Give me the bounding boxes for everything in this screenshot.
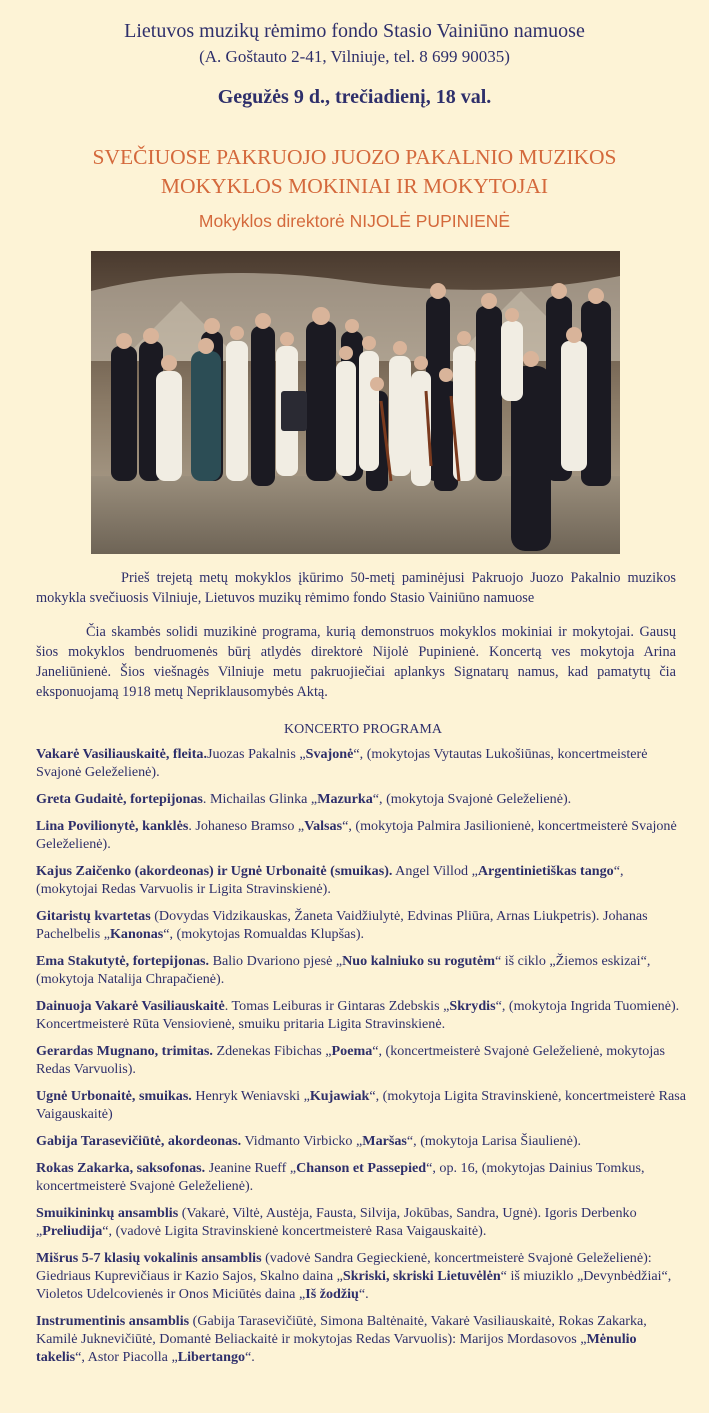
item-text: Jeanine Rueff „ [205,1160,297,1176]
caption-text: Prieš trejetą metų mokyklos įkūrimo 50-metį paminėjusi Pakruojo Juozo Pakalnio muzikos mokykla svečiuosis Vilniuje, Lietuvos muzikų rėmimo fondo Stasio Vainiūno namuose [36,570,676,606]
work-title: Chanson et Passepied [296,1160,427,1176]
item-text: Balio Dvariono pjesė „ [209,953,343,969]
description-text: Čia skambės solidi muzikinė programa, kurią demonstruos mokyklos mokiniai ir mokytojai. Gausų šios mokyklos bendruomenės būrį atlydės direktorė Nijolė Pupinienė. Koncertą ves mokytoja Arina Janeliūnienė. Šios viešnagės Vilniuje metu pakruojiečiai aplankys Signatarų namus, kad pamatytų čia eksponuojamą 1918 metų Nepriklausomybės Aktą. [36,624,676,700]
program-item [36,1204,686,1240]
item-rest: “, (koncertmeisterė Svajonė Geleželienė, mokytojas Redas Varvuolis). [36,1043,665,1077]
event-description [36,622,676,702]
work-title: Skrydis [449,998,496,1014]
item-rest: “, (mokytoja Ligita Stravinskienė, koncertmeisterė Rasa Vaigauskaitė) [36,1088,686,1122]
performer: Lina Povilionytė, kanklės [36,818,189,834]
performer: Ema Stakutytė, fortepijonas. [36,953,210,969]
performer: Gitaristų kvartetas [36,908,151,924]
event-title [0,143,709,201]
item-rest-2: “. [245,1349,255,1365]
work-title: Skriski, skriski Lietuvėlėn [342,1268,501,1284]
item-rest: “, (mokytojas Romualdas Klupšas). [163,926,365,942]
work-title: Poema [331,1043,373,1059]
work-title: Preliudija [42,1223,103,1239]
performer: Instrumentinis ansamblis [36,1313,190,1329]
item-text: (Gabija Tarasevičiūtė, Simona Baltėnaitė, Vakarė Vasiliauskaitė, Rokas Zakarka, Kamilė Juknevičiūtė, Domantė Beliackaitė ir mokytojas Redas Varvuolis): Marijos Mordasovos „ [36,1313,647,1347]
program-item [36,952,686,988]
program-item [36,862,686,898]
performer: Smuikininkų ansamblis [36,1205,179,1221]
work-title: Svajonė [305,746,354,762]
work-title: Nuo kalniuko su rogutėm [342,953,495,969]
program-item [36,907,686,943]
item-text: . Johaneso Bramso „ [188,818,305,834]
work-title: Valsas [304,818,343,834]
group-photo-illustration [91,251,620,554]
event-date: Gegužės 9 d., trečiadienį, 18 val. [217,86,492,108]
title-line-1: SVEČIUOSE PAKRUOJO JUOZO PAKALNIO MUZIKOS [92,145,617,169]
item-text: . Michailas Glinka „ [202,791,318,807]
address-line: (A. Goštauto 2-41, Vilniuje, tel. 8 699 90035) [199,47,510,66]
performer: Dainuoja Vakarė Vasiliauskaitė [36,998,225,1014]
item-rest: “, (vadovė Ligita Stravinskienė koncertmeisterė Rasa Vaigauskaitė). [102,1223,487,1239]
item-rest: “, (mokytoja Ingrida Tuomienė). Koncertmeisterė Rūta Vensiovienė, smuiku pritaria Ligita Stravinskienė. [36,998,680,1032]
work-title: Mazurka [317,791,373,807]
work-title: Kanonas [109,926,164,942]
director-line: Mokyklos direktorė NIJOLĖ PUPINIENĖ [198,211,511,231]
performer: Kajus Zaičenko (akordeonas) ir Ugnė Urbonaitė (smuikas). [36,863,393,879]
work-title: Mėnulio takelis [36,1331,637,1365]
performer: Gerardas Mugnano, trimitas. [36,1043,213,1059]
item-rest: “, op. 16, (mokytojas Dainius Tomkus, koncertmeisterė Svajonė Geleželienė). [36,1160,645,1194]
item-text: (vadovė Sandra Gegieckienė, koncertmeisterė Svajonė Geleželienė): Giedriaus Kuprevičiaus ir Kazio Sajos, Skalno daina „ [36,1250,652,1284]
work-title: Kujawiak [309,1088,370,1104]
work-title: Maršas [362,1133,407,1149]
program-item [36,1159,686,1195]
item-rest: “, (mokytojai Redas Varvuolis ir Ligita Stravinskienė). [36,863,624,897]
item-text: Juozas Pakalnis „ [206,746,306,762]
item-text: (Dovydas Vidzikauskas, Žaneta Vaidžiulytė, Edvinas Pliūra, Arnas Liukpetris). Johanas Pachelbelis „ [36,908,648,942]
work-title-2: Libertango [177,1349,246,1365]
performer: Gabija Tarasevičiūtė, akordeonas. [36,1133,242,1149]
photo-caption [36,568,676,608]
performer: Vakarė Vasiliauskaitė, fleita. [36,746,207,762]
item-text: Angel Villod „ [392,863,478,879]
work-title-2: Iš žodžių [305,1286,359,1302]
program-item [36,1312,686,1366]
program-item [36,997,686,1033]
item-rest: “ iš ciklo „Žiemos eskizai“, (mokytoja Natalija Chrapačienė). [36,953,651,987]
item-text: Henryk Weniavski „ [191,1088,310,1104]
program-item [36,1249,686,1303]
item-text: Zdenekas Fibichas „ [212,1043,332,1059]
performer: Ugnė Urbonaitė, smuikas. [36,1088,192,1104]
program-item [36,1042,686,1078]
program-item [36,790,686,808]
item-rest: “ iš miuziklo „Devynbėdžiai“, Violetos Udelcovienės ir Onos Miciūtės daina „ [36,1268,672,1302]
item-rest: “, (mokytoja Svajonė Geleželienė). [372,791,572,807]
item-rest: “, (mokytoja Palmira Jasilionienė, koncertmeisterė Svajonė Geleželienė). [36,818,677,852]
program-heading: KONCERTO PROGRAMA [284,722,442,737]
concert-program [36,745,686,1375]
item-text: Vidmanto Virbicko „ [241,1133,363,1149]
program-item [36,817,686,853]
item-rest: “, (mokytojas Vytautas Lukošiūnas, koncertmeisterė Svajonė Geleželienė). [36,746,648,780]
item-rest: “, (mokytoja Larisa Šiaulienė). [406,1133,582,1149]
performer: Rokas Zakarka, saksofonas. [36,1160,206,1176]
program-item [36,1087,686,1123]
item-rest-2: “. [358,1286,369,1302]
program-item [36,1132,686,1150]
title-line-2: MOKYKLOS MOKINIAI IR MOKYTOJAI [160,174,549,198]
program-item [36,745,686,781]
performer: Mišrus 5-7 klasių vokalinis ansamblis [36,1250,262,1266]
group-photo [91,251,620,554]
item-rest: “, Astor Piacolla „ [75,1349,178,1365]
work-title: Argentinietiškas tango [477,863,614,879]
item-text: (Vakarė, Viltė, Austėja, Fausta, Silvija, Jokūbas, Sandra, Ugnė). Igoris Derbenko „ [36,1205,637,1239]
item-text: . Tomas Leiburas ir Gintaras Zdebskis „ [224,998,450,1014]
performer: Greta Gudaitė, fortepijonas [36,791,203,807]
venue-line: Lietuvos muzikų rėmimo fondo Stasio Vainiūno namuose [124,20,585,42]
